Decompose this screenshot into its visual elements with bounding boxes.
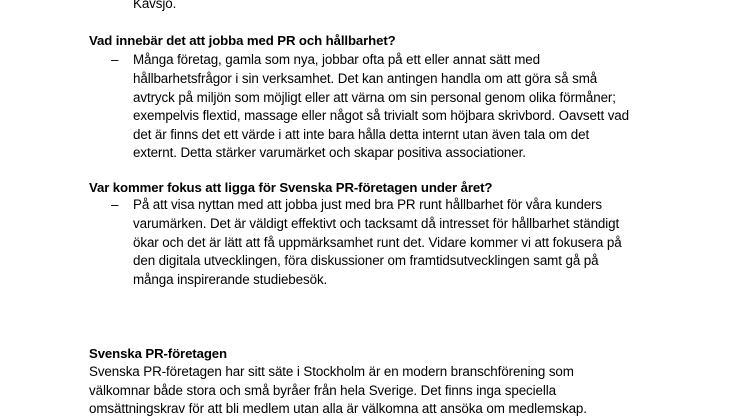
paragraph-line: många inspirerande studiebesök. bbox=[133, 272, 328, 287]
paragraph-line: På att visa nyttan med att jobba just med bra PR runt hållbarhet för våra kunders bbox=[133, 197, 603, 212]
about-line: Svenska PR-företagen har sitt säte i Stockholm är en modern branschförening som bbox=[89, 364, 574, 379]
section-heading-pr-sustainability: Vad innebär det att jobba med PR och hållbarhet? bbox=[89, 33, 396, 48]
about-line: omsättningskrav för att bli medlem utan alla är välkomna att ansöka om medlemskap. bbox=[89, 401, 587, 416]
bullet-dash: – bbox=[111, 52, 119, 67]
section-heading-focus-this-year: Var kommer fokus att ligga för Svenska PR-företagen under året? bbox=[89, 180, 493, 195]
paragraph-line: Många företag, gamla som nya, jobbar ofta på ett eller annat sätt med bbox=[133, 52, 540, 67]
about-heading: Svenska PR-företagen bbox=[89, 346, 227, 361]
paragraph-line: externt. Detta stärker varumärket och skapar positiva associationer. bbox=[133, 145, 526, 160]
about-line: välkomnar både stora och små byråer från hela Sverige. Det finns inga speciella bbox=[89, 383, 556, 398]
paragraph-line: exempelvis flextid, massage eller något så trivialt som höjbara skrivbord. Oavsett vad bbox=[133, 108, 630, 123]
bullet-dash: – bbox=[111, 197, 119, 212]
previous-paragraph-fragment: Kavsjö. bbox=[133, 0, 177, 11]
paragraph-line: det är finns det ett värde i att inte bara hålla detta internt utan även tala om det bbox=[133, 127, 590, 142]
paragraph-line: varumärken. Det är väldigt effektivt och tacksamt då intresset för hållbarhet ständigt bbox=[133, 216, 620, 231]
paragraph-line: avtryck på miljön som möjligt eller att värna om sin personal genom olika förmåner; bbox=[133, 90, 616, 105]
paragraph-line: den digitala utvecklingen, föra diskussioner om framtidsutvecklingen samt gå på bbox=[133, 253, 599, 268]
paragraph-line: ökar och det är lätt att få uppmärksamhet runt det. Vidare kommer vi att fokusera på bbox=[133, 235, 622, 250]
paragraph-line: hållbarhetsfrågor i sin verksamhet. Det kan antingen handla om att göra så små bbox=[133, 71, 598, 86]
